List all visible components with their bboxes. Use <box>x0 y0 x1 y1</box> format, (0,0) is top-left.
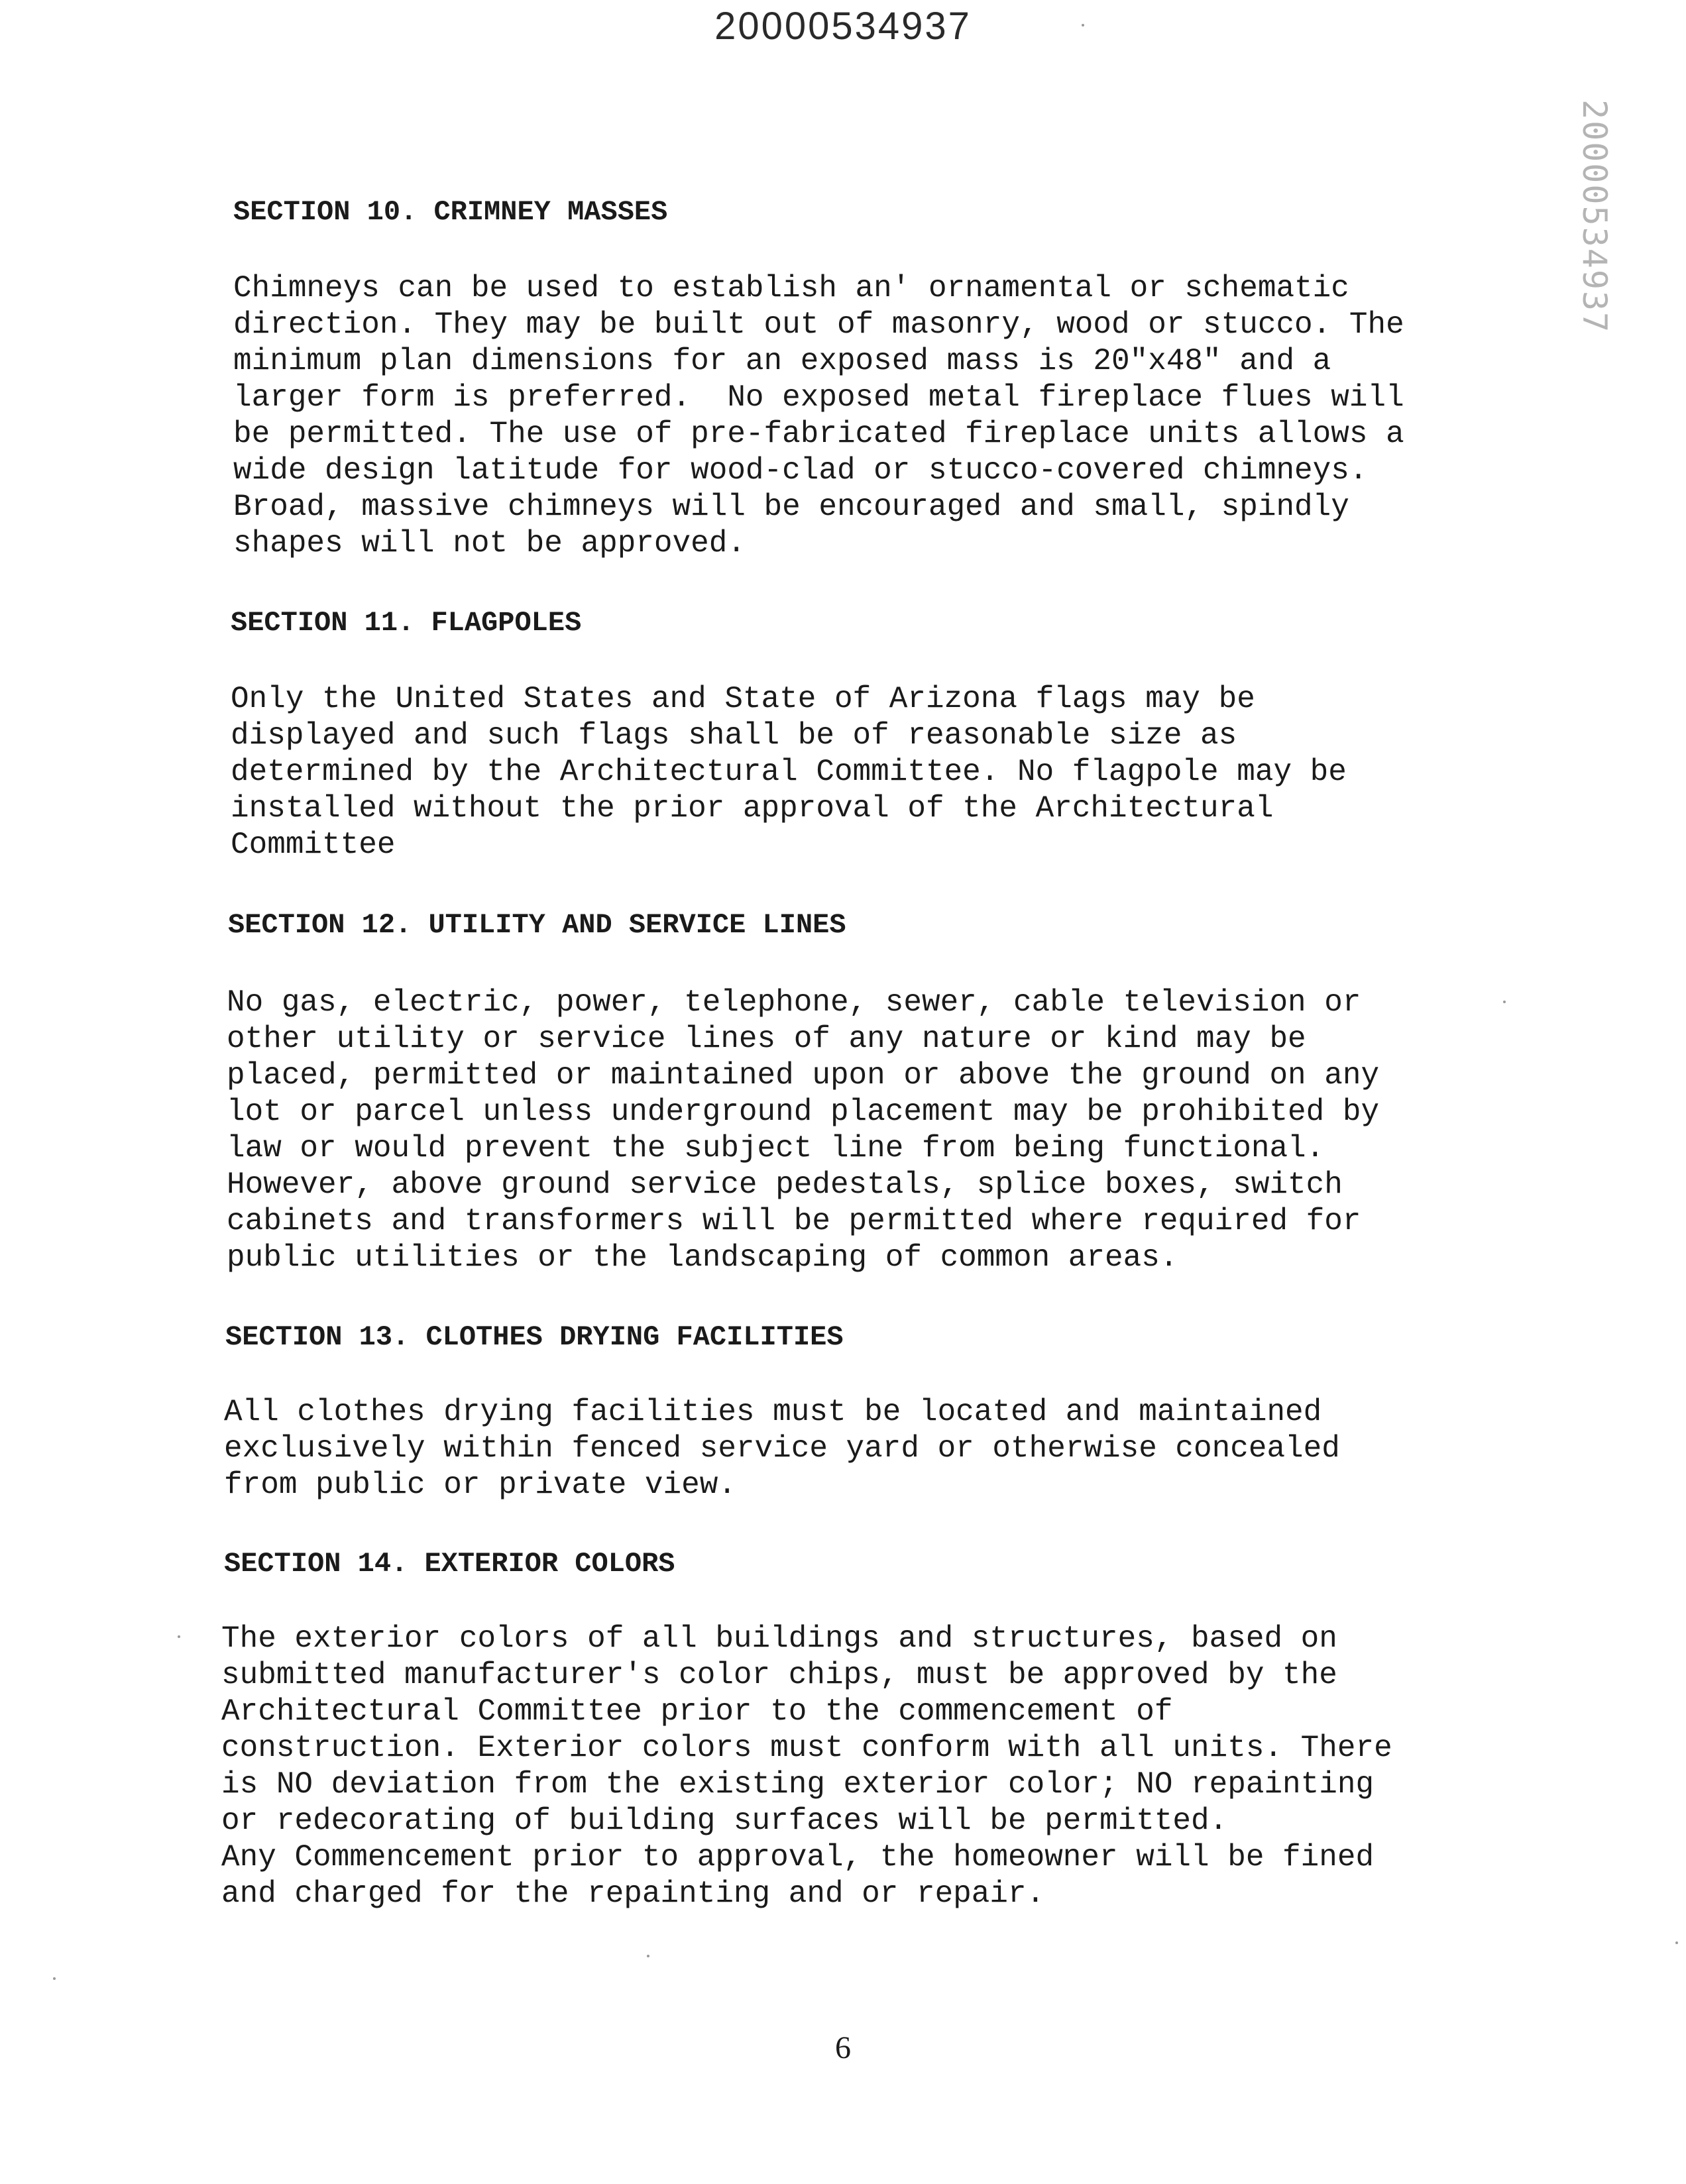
body-line: or redecorating of building surfaces will be permitted. <box>221 1804 1228 1838</box>
body-line: larger form is preferred. No exposed metal fireplace flues will <box>233 380 1404 415</box>
body-line: and charged for the repainting and or repair. <box>221 1877 1045 1911</box>
section-11-body <box>231 681 1347 863</box>
body-line: wide design latitude for wood-clad or stucco-covered chimneys. <box>233 453 1368 488</box>
body-line: submitted manufacturer's color chips, must be approved by the <box>221 1658 1337 1692</box>
section-12-body <box>227 985 1379 1276</box>
body-line: other utility or service lines of any nature or kind may be <box>227 1022 1306 1056</box>
body-line: Broad, massive chimneys will be encouraged and small, spindly <box>233 490 1349 524</box>
body-line: Architectural Committee prior to the commencement of <box>221 1694 1173 1729</box>
body-line: However, above ground service pedestals, splice boxes, switch <box>227 1168 1343 1202</box>
body-line: minimum plan dimensions for an exposed mass is 20"x48" and a <box>233 344 1331 378</box>
section-14-heading: SECTION 14. EXTERIOR COLORS <box>224 1548 675 1580</box>
section-11-heading: SECTION 11. FLAGPOLES <box>231 607 582 639</box>
body-line: exclusively within fenced service yard or otherwise concealed <box>224 1431 1340 1466</box>
body-line: installed without the prior approval of the Architectural <box>231 791 1274 826</box>
body-line: No gas, electric, power, telephone, sewer, cable television or <box>227 985 1361 1020</box>
body-line: All clothes drying facilities must be located and maintained <box>224 1395 1322 1429</box>
scan-speck <box>53 1977 56 1980</box>
section-13-body <box>224 1394 1340 1503</box>
scan-speck <box>1503 1001 1506 1003</box>
body-line: Chimneys can be used to establish an' ornamental or schematic <box>233 271 1349 305</box>
scan-speck <box>647 1955 649 1957</box>
document-number: 20000534937 <box>714 5 972 48</box>
body-line: lot or parcel unless underground placement may be prohibited by <box>227 1095 1380 1129</box>
page-number: 6 <box>835 2030 851 2065</box>
body-line: Committee <box>231 828 396 862</box>
body-line: is NO deviation from the existing exterior color; NO repainting <box>221 1767 1375 1802</box>
section-14-body <box>221 1621 1392 1912</box>
body-line: construction. Exterior colors must conform with all units. There <box>221 1731 1392 1765</box>
body-line: Only the United States and State of Arizona flags may be <box>231 682 1255 716</box>
body-line: displayed and such flags shall be of reasonable size as <box>231 718 1237 753</box>
scan-speck <box>1675 1941 1678 1944</box>
body-line: placed, permitted or maintained upon or above the ground on any <box>227 1058 1380 1093</box>
section-12-heading: SECTION 12. UTILITY AND SERVICE LINES <box>228 909 846 941</box>
body-line: law or would prevent the subject line from being functional. <box>227 1131 1325 1166</box>
body-line: from public or private view. <box>224 1468 736 1502</box>
body-line: public utilities or the landscaping of common areas. <box>227 1240 1178 1275</box>
scan-speck <box>178 1635 180 1638</box>
body-line: The exterior colors of all buildings and structures, based on <box>221 1621 1337 1656</box>
body-line: Any Commencement prior to approval, the homeowner will be fined <box>221 1840 1375 1875</box>
scan-speck <box>1082 24 1084 27</box>
body-line: shapes will not be approved. <box>233 526 746 561</box>
section-10-body <box>233 270 1404 562</box>
body-line: determined by the Architectural Committee. No flagpole may be <box>231 755 1347 789</box>
section-13-heading: SECTION 13. CLOTHES DRYING FACILITIES <box>225 1321 844 1353</box>
side-stamp: 20000534937 <box>1575 99 1614 334</box>
section-10-heading: SECTION 10. CRIMNEY MASSES <box>233 196 668 228</box>
body-line: direction. They may be built out of masonry, wood or stucco. The <box>233 307 1404 342</box>
body-line: be permitted. The use of pre-fabricated fireplace units allows a <box>233 417 1404 451</box>
body-line: cabinets and transformers will be permitted where required for <box>227 1204 1361 1238</box>
